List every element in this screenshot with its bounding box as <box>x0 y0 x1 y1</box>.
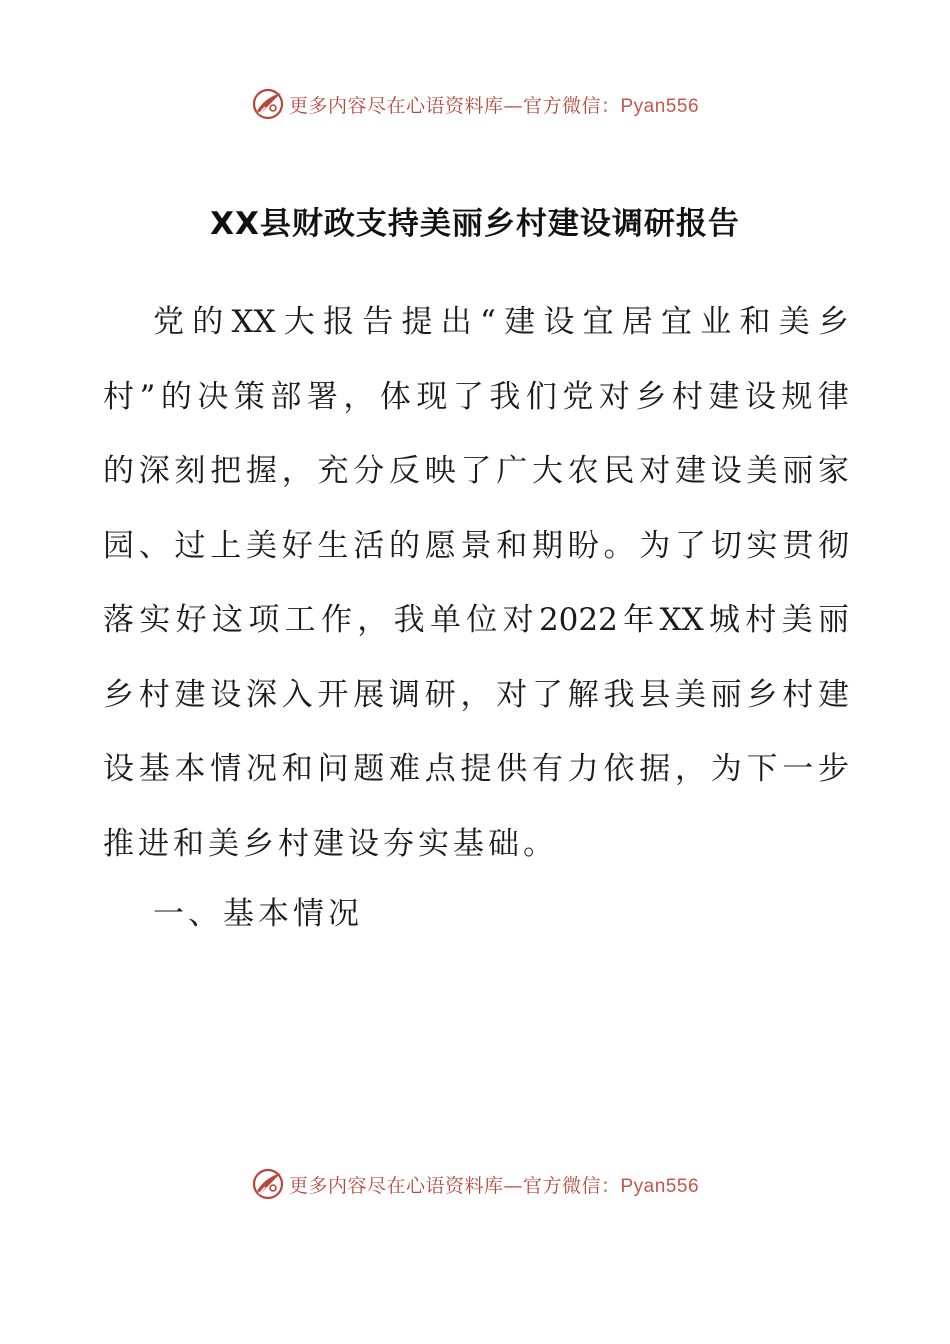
paragraph-line: 乡 村 建 设 深 入 开 展 调 研 ， 对 了 解 我 县 美 丽 乡 村 建 <box>103 676 849 713</box>
paragraph-line: 的 深 刻 把 握 ， 充 分 反 映 了 广 大 农 民 对 建 设 美 丽 家 <box>103 453 849 489</box>
paragraph-line: 落 实 好 这 项 工 作 ， 我 单 位 对 2022 年 XX 城 村 美 丽 <box>103 602 849 638</box>
quill-logo-icon <box>251 87 285 121</box>
watermark-wechat-id: Pyan556 <box>620 95 700 117</box>
paragraph-line: 设 基 本 情 况 和 问 题 难 点 提 供 有 力 依 据 ， 为 下 一 步 <box>103 751 849 787</box>
intro-paragraph <box>103 292 849 888</box>
document-title: XX县财政支持美丽乡村建设调研报告 <box>210 206 740 242</box>
watermark-text: 更多内容尽在心语资料库—官方微信：Pyan556 <box>288 1174 700 1197</box>
quill-logo-icon <box>251 1167 285 1201</box>
paragraph-line: 村 ” 的 决 策 部 署 ， 体 现 了 我 们 党 对 乡 村 建 设 规 律 <box>103 378 849 415</box>
watermark-text: 更多内容尽在心语资料库—官方微信：Pyan556 <box>288 94 700 117</box>
section-heading: 一、基本情况 <box>153 896 363 932</box>
paragraph-line: 园 、 过 上 美 好 生 活 的 愿 景 和 期 盼 。 为 了 切 实 贯 彻 <box>103 527 849 564</box>
paragraph-line: 党 的 XX 大 报 告 提 出 “ 建 设 宜 居 宜 业 和 美 乡 <box>153 304 849 340</box>
paragraph-line: 推进和美乡村建设夯实基础。 <box>103 825 558 862</box>
watermark-header <box>0 84 950 124</box>
watermark-footer <box>0 1164 950 1204</box>
watermark-wechat-id: Pyan556 <box>620 1175 700 1197</box>
